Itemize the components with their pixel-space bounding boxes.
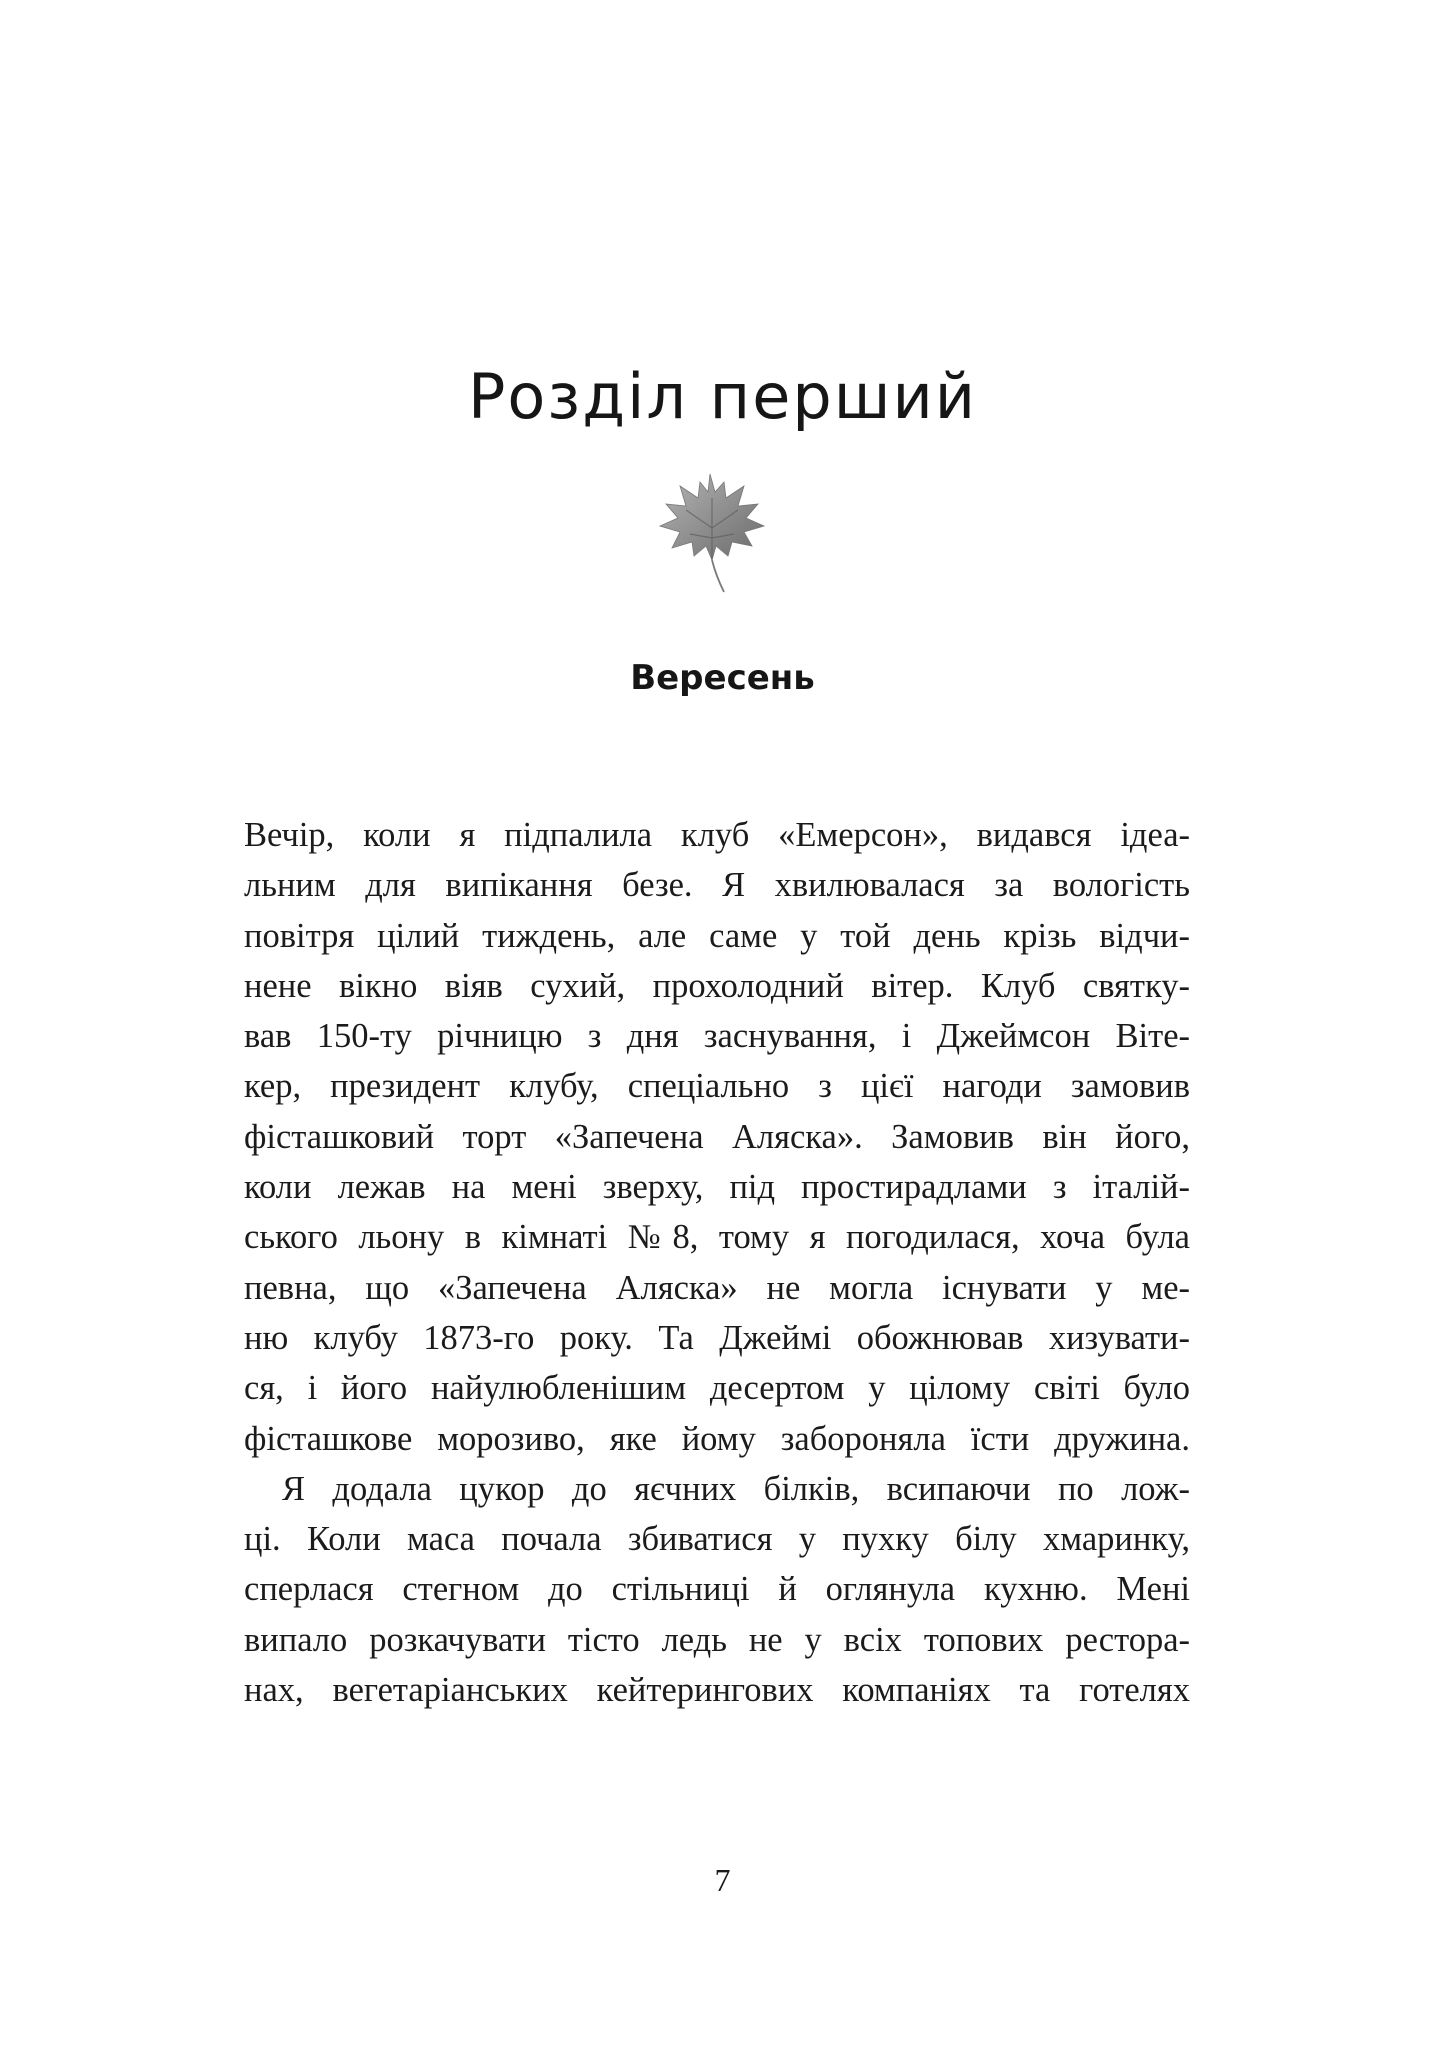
text-line: сперлася стегном до стільниці й оглянула кухню. Мені (244, 1570, 1190, 1609)
chapter-title: Розділ перший (467, 360, 978, 433)
text-line: ського льону в кімнаті №8, тому я погодилася, хоча була (244, 1218, 1190, 1257)
text-line: вав 150-ту річницю з дня заснування, і Джеймсон Віте- (244, 1017, 1190, 1056)
text-line: ці. Коли маса почала збиватися у пухку білу хмаринку, (244, 1520, 1190, 1559)
text-line: нах, вегетаріанських кейтерингових компаніях та готелях (244, 1671, 1190, 1710)
text-line: фісташковий торт «Запечена Аляска». Замовив він його, (244, 1117, 1190, 1156)
text-line: ся, і його найулюбленішим десертом у цілому світі було (244, 1369, 1190, 1408)
chapter-text (244, 810, 1190, 1715)
text-line: ню клубу 1873-го року. Та Джеймі обожнював хизувати- (244, 1318, 1190, 1357)
text-line: фісташкове морозиво, яке йому забороняла їсти дружина. (244, 1419, 1190, 1458)
text-line: певна, що «Запечена Аляска» не могла існувати у ме- (244, 1268, 1190, 1307)
month-heading: Вересень (630, 658, 815, 698)
maple-leaf-icon (652, 468, 772, 598)
text-line: нене вікно віяв сухий, прохолодний вітер. Клуб святку- (244, 966, 1190, 1005)
text-line: кер, президент клубу, спеціально з цієї нагоди замовив (244, 1067, 1190, 1106)
text-line: Я додала цукор до яєчних білків, всипаючи по лож- (282, 1469, 1190, 1508)
text-line: льним для випікання безе. Я хвилювалася за вологість (244, 866, 1190, 905)
text-line: повітря цілий тиждень, але саме у той день крізь відчи- (244, 916, 1190, 955)
text-line: коли лежав на мені зверху, під простирадлами з італій- (244, 1168, 1190, 1207)
text-line: випало розкачувати тісто ледь не у всіх топових рестора- (244, 1620, 1190, 1659)
text-line: Вечір, коли я підпалила клуб «Емерсон», видався ідеа- (244, 816, 1190, 854)
page-number: 7 (714, 1862, 731, 1898)
